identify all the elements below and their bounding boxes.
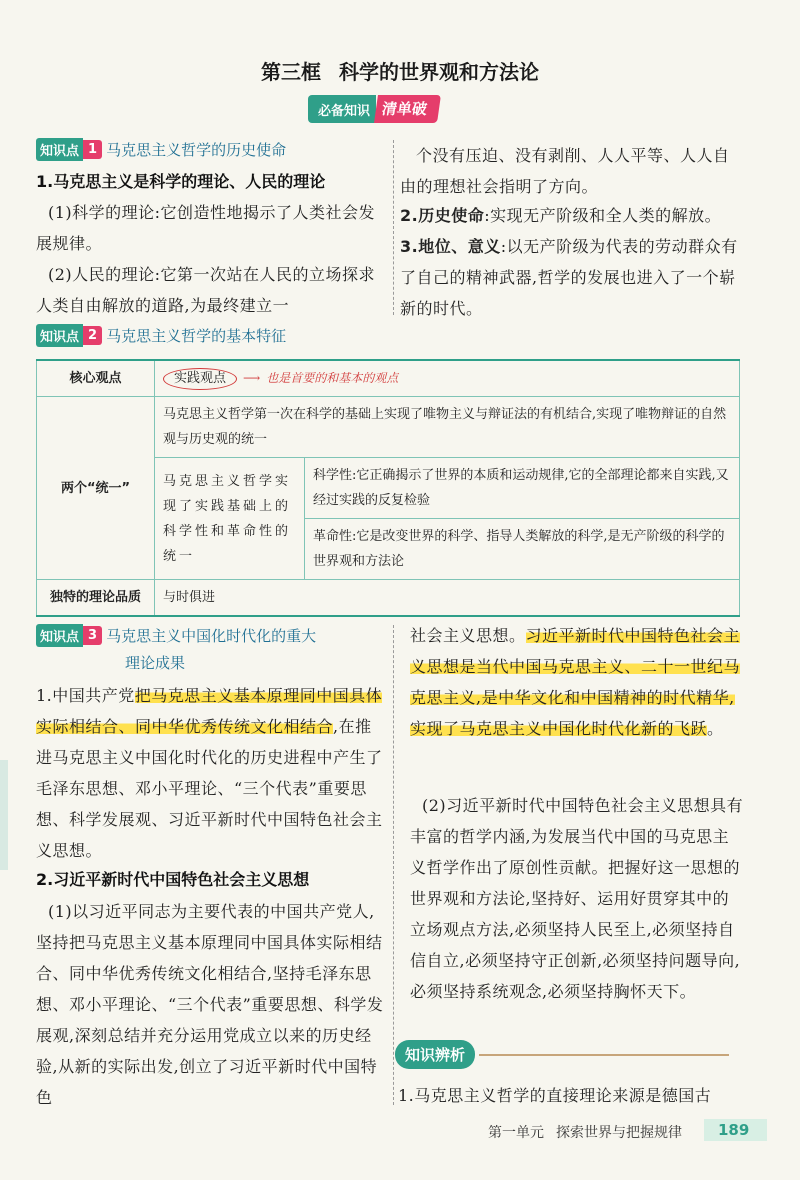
kp1-p2: (2)人民的理论:它第一次站在人民的立场探求人类自由解放的道路,为最终建立一: [36, 265, 376, 315]
table-cell: 革命性:它是改变世界的科学、指导人类解放的科学,是无产阶级的科学的世界观和方法论: [305, 519, 740, 580]
kp3-heading: [36, 624, 316, 647]
bianxi-header: [395, 1040, 729, 1069]
table-row: [37, 360, 740, 397]
page-edge-marker: [0, 760, 8, 870]
footer-chapter: 探索世界与把握规律: [556, 1125, 682, 1141]
kp1-h2: 2.历史使命:实现无产阶级和全人类的解放。: [400, 206, 722, 225]
kp-title: 马克思主义中国化时代化的重大: [106, 627, 317, 645]
kp-tag: 知识点: [36, 138, 83, 161]
table-cell-label: 核心观点: [37, 360, 155, 397]
kp3-p2: (1)以习近平同志为主要代表的中国共产党人,坚持把马克思主义基本原理同中国具体实际相结合、同中华优秀传统文化相结合,坚持毛泽东思想、邓小平理论、“三个代表”重要思想、科学发展观,深刻总结并充分运用党成立以来的历史经验,从新的实际出发,创立了习近平新时代中国特色: [36, 902, 384, 1107]
kp-tag: 知识点: [36, 324, 83, 347]
table-cell: 科学性:它正确揭示了世界的本质和运动规律,它的全部理论都来自实践,又经过实践的反复检验: [305, 458, 740, 519]
table-cell: 马克思主义哲学实现了实践基础上的科学性和革命性的统一: [155, 458, 305, 580]
kp1-h1: 1.马克思主义是科学的理论、人民的理论: [36, 172, 326, 191]
highlight: 习近平新时代中国特色社会主义思想是当代中国马克思主义、二十一世纪马克思主义,是中华文化和中国精神的时代精华,实现了马克思主义中国化时代化新的飞跃: [410, 626, 741, 738]
kp3-p3: (2)习近平新时代中国特色社会主义思想具有丰富的哲学内涵,为发展当代中国的马克思主义哲学作出了原创性贡献。把握好这一思想的世界观和方法论,坚持好、运用好贯穿其中的立场观点方法,必须坚持人民至上,必须坚持自信自立,必须坚持守正创新,必须坚持问题导向,必须坚持系统观念,必须坚持胸怀天下。: [410, 796, 744, 1001]
table-cell-label: 两个“统一”: [37, 397, 155, 580]
kp3-heading-cont: [125, 652, 185, 673]
section-badge: [308, 95, 439, 123]
kp-title: 马克思主义哲学的历史使命: [106, 141, 287, 159]
kp1-h3: 3.地位、意义:以无产阶级为代表的劳动群众有了自己的精神武器,哲学的发展也进入了一个崭新的时代。: [400, 237, 738, 318]
kp3-p2-cont: 社会主义思想。习近平新时代中国特色社会主义思想是当代中国马克思主义、二十一世纪马克思主义,是中华文化和中国精神的时代精华,实现了马克思主义中国化时代化新的飞跃。: [410, 626, 741, 738]
column-divider: [393, 625, 394, 1105]
badge-right: 清单破: [374, 95, 441, 123]
bianxi-rule: [479, 1054, 729, 1056]
kp-num: 2: [83, 326, 102, 345]
page-number: 189: [704, 1119, 767, 1141]
circled-text: 实践观点: [163, 368, 237, 390]
kp-num: 1: [83, 140, 102, 159]
kp2-heading: [36, 324, 286, 347]
kp3-p1: 1.中国共产党把马克思主义基本原理同中国具体实际相结合、同中华优秀传统文化相结合,在推进马克思主义中国化时代化的历史进程中产生了毛泽东思想、邓小平理论、“三个代表”重要思想、科学发展观、习近平新时代中国特色社会主义思想。: [36, 686, 383, 860]
kp-tag: 知识点: [36, 624, 83, 647]
table-row: [37, 397, 740, 458]
kp1-p3: 个没有压迫、没有剥削、人人平等、人人自由的理想社会指明了方向。: [400, 146, 730, 196]
page-title: 第三框 科学的世界观和方法论: [261, 60, 539, 84]
kp-title: 马克思主义哲学的基本特征: [106, 327, 287, 345]
kp3-h2: 2.习近平新时代中国特色社会主义思想: [36, 870, 310, 889]
column-divider: [393, 140, 394, 315]
page-footer: [488, 1121, 750, 1142]
table-cell: [155, 360, 740, 397]
kp-title: 理论成果: [125, 654, 186, 672]
kp-num: 3: [83, 626, 102, 645]
handwritten-arrow: ⟶: [243, 371, 261, 385]
highlight: 把马克思主义基本原理同中国具体实际相结合、同中华优秀传统文化相结合: [36, 686, 383, 736]
kp2-table: [36, 359, 740, 617]
handwritten-note: 也是首要的和基本的观点: [266, 371, 399, 385]
table-cell: 与时俱进: [155, 580, 740, 617]
table-row: [37, 580, 740, 617]
bianxi-label: 知识辨析: [395, 1040, 475, 1069]
footer-unit: 第一单元: [488, 1125, 544, 1141]
table-cell: 马克思主义哲学第一次在科学的基础上实现了唯物主义与辩证法的有机结合,实现了唯物辩证的自然观与历史观的统一: [155, 397, 740, 458]
bianxi-item-1: 1.马克思主义哲学的直接理论来源是德国古: [398, 1086, 712, 1105]
table-cell-label: 独特的理论品质: [37, 580, 155, 617]
badge-left: 必备知识: [308, 95, 376, 123]
kp1-p1: (1)科学的理论:它创造性地揭示了人类社会发展规律。: [36, 203, 376, 253]
kp1-heading: [36, 138, 286, 161]
